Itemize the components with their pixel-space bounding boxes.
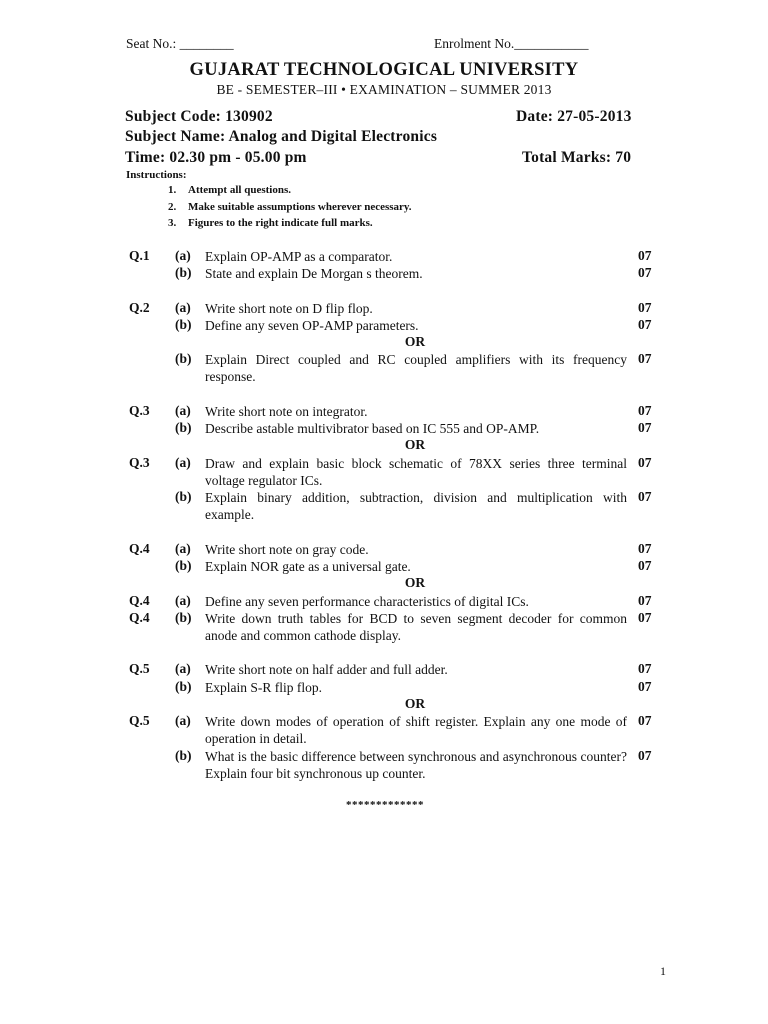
question-marks: 07 [638, 713, 652, 728]
question-number: Q.2 [129, 300, 150, 315]
question-number: Q.5 [129, 661, 150, 676]
page-number: 1 [660, 964, 666, 978]
question-text: Define any seven OP-AMP parameters. [205, 318, 419, 333]
question-part: (b) [175, 679, 192, 694]
instruction-item: 3. Figures to the right indicate full marks. [168, 217, 373, 229]
question-marks: 07 [638, 661, 652, 676]
question-part: (b) [175, 351, 192, 366]
question-marks: 07 [638, 558, 652, 573]
exam-time: Time: 02.30 pm - 05.00 pm [125, 149, 307, 166]
question-text: Write short note on integrator. [205, 404, 368, 419]
question-part: (b) [175, 558, 192, 573]
question-marks: 07 [638, 265, 652, 280]
university-name: GUJARAT TECHNOLOGICAL UNIVERSITY [189, 60, 579, 80]
instruction-item: 1. Attempt all questions. [168, 184, 291, 196]
question-part: (a) [175, 455, 191, 470]
question-part: (a) [175, 300, 191, 315]
question-part: (b) [175, 265, 192, 280]
question-text: What is the basic difference between synchronous and asynchronous counter? Explain four bit synchronous up counter. [205, 749, 627, 781]
question-marks: 07 [638, 420, 652, 435]
question-part: (a) [175, 248, 191, 263]
question-marks: 07 [638, 610, 652, 625]
question-number: Q.4 [129, 593, 150, 608]
question-part: (b) [175, 317, 192, 332]
question-marks: 07 [638, 351, 652, 366]
question-text: Describe astable multivibrator based on IC 555 and OP-AMP. [205, 421, 540, 436]
question-text: Write short note on D flip flop. [205, 301, 373, 316]
question-marks: 07 [638, 489, 652, 504]
question-marks: 07 [638, 541, 652, 556]
enrolment-number: Enrolment No.___________ [434, 36, 589, 51]
question-part: (a) [175, 713, 191, 728]
question-marks: 07 [638, 455, 652, 470]
question-number: Q.5 [129, 713, 150, 728]
question-part: (b) [175, 489, 192, 504]
question-text: Explain S-R flip flop. [205, 680, 322, 695]
or-separator: OR [404, 334, 426, 349]
instructions-heading: Instructions: [126, 169, 187, 181]
question-text: Write down truth tables for BCD to seven segment decoder for common anode and common cathode display. [205, 611, 627, 643]
question-number: Q.1 [129, 248, 150, 263]
question-text: Draw and explain basic block schematic of 78XX series three terminal voltage regulator ICs. [205, 456, 627, 488]
question-marks: 07 [638, 748, 652, 763]
question-text: Write down modes of operation of shift register. Explain any one mode of operation in detail. [205, 714, 627, 746]
question-marks: 07 [638, 317, 652, 332]
question-text: State and explain De Morgan s theorem. [205, 266, 423, 281]
question-text: Write short note on gray code. [205, 542, 369, 557]
question-part: (a) [175, 593, 191, 608]
question-number: Q.3 [129, 455, 150, 470]
or-separator: OR [404, 437, 426, 452]
question-text: Write short note on half adder and full adder. [205, 662, 448, 677]
question-part: (a) [175, 403, 191, 418]
question-marks: 07 [638, 593, 652, 608]
question-part: (a) [175, 661, 191, 676]
question-marks: 07 [638, 679, 652, 694]
question-text: Explain NOR gate as a universal gate. [205, 559, 411, 574]
or-separator: OR [404, 696, 426, 711]
question-marks: 07 [638, 248, 652, 263]
question-number: Q.4 [129, 610, 150, 625]
exam-title: BE - SEMESTER–III • EXAMINATION – SUMMER 2013 [216, 82, 552, 97]
question-marks: 07 [638, 300, 652, 315]
question-text: Explain binary addition, subtraction, division and multiplication with example. [205, 490, 627, 522]
question-part: (a) [175, 541, 191, 556]
subject-code: Subject Code: 130902 [125, 108, 273, 125]
total-marks: Total Marks: 70 [522, 149, 632, 166]
question-number: Q.3 [129, 403, 150, 418]
question-part: (b) [175, 748, 192, 763]
question-part: (b) [175, 420, 192, 435]
instruction-item: 2. Make suitable assumptions wherever necessary. [168, 201, 412, 213]
question-number: Q.4 [129, 541, 150, 556]
question-part: (b) [175, 610, 192, 625]
question-text: Explain OP-AMP as a comparator. [205, 249, 393, 264]
question-marks: 07 [638, 403, 652, 418]
question-text: Explain Direct coupled and RC coupled amplifiers with its frequency response. [205, 352, 627, 384]
subject-name: Subject Name: Analog and Digital Electronics [125, 128, 438, 145]
end-of-paper-mark: ************* [346, 799, 424, 811]
exam-date: Date: 27-05-2013 [516, 108, 632, 125]
or-separator: OR [404, 575, 426, 590]
question-text: Define any seven performance characteristics of digital ICs. [205, 594, 529, 609]
seat-number: Seat No.: ________ [126, 36, 234, 51]
